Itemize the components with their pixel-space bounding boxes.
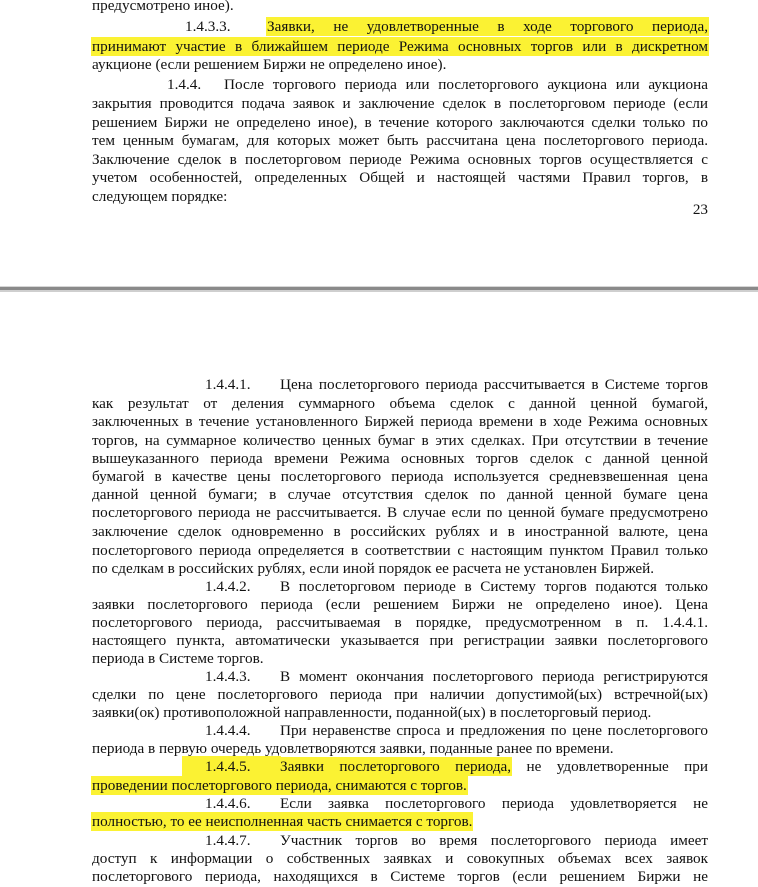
text-line: периода в Системе торгов. (92, 650, 264, 667)
clause-1.4.4.1: 1.4.4.1. Цена послеторгового периода рассчитывается в Системе торгов (205, 376, 708, 393)
clause-number: 1.4.3.3. (185, 18, 231, 35)
text-line: решением Биржи не определено иное), в течение которого заключаются сделки только по (92, 114, 708, 131)
clause-number: 1.4.4.2. (205, 578, 251, 595)
clause-1.4.4.3: 1.4.4.3. В момент окончания послеторгового периода регистрируются (205, 668, 708, 685)
clause-number: 1.4.4. (167, 76, 202, 93)
text-line: заявки(ок) противоположной направленности, поданной(ых) в послеторговый период. (92, 704, 652, 721)
text-line: бумагой в качестве цены послеторгового периода используется средневзвешенная цена (92, 468, 708, 485)
highlighted-text: Заявки, не удовлетворенные в ходе торгового периода, (267, 18, 708, 35)
text-line: вышеуказанного периода времени Режима основных торгов сделок с данной ценной (92, 450, 708, 467)
text-line: послеторгового периода не рассчитывается. В случае если по ценной бумаге предусмотрено (92, 504, 708, 521)
highlighted-text: полностью, то ее неисполненная часть снимается с торгов. (92, 813, 473, 830)
text-line: тем ценным бумагам, для которых может быть рассчитана цена послеторгового периода. (92, 132, 708, 149)
text-line: предусмотрено иное). (92, 0, 234, 14)
clause-1.4.4.5: 1.4.4.5. Заявки послеторгового периода, не удовлетворенные при (92, 757, 708, 777)
text-line: послеторгового периода, рассчитываемая в порядке, предусмотренном в п. 1.4.4.1. (92, 614, 708, 631)
text-line (92, 776, 708, 796)
text-line: послеторгового периода определяется в соответствии с настоящим пунктом Правил только (92, 542, 708, 559)
clause-number: 1.4.4.5. (183, 757, 280, 777)
page-separator-edge (0, 290, 758, 292)
text-line: по сделкам в российских рублях, если иной порядок ее расчета не установлен Биржей. (92, 560, 655, 577)
text-line: заключение сделок одновременно в российских рублях и в иностранной валюте, цена (92, 523, 708, 540)
clause-number: 1.4.4.3. (205, 668, 251, 685)
clause-1.4.4.4: 1.4.4.4. При неравенстве спроса и предложения по цене послеторгового (205, 722, 708, 739)
text-line: Заключение сделок в послеторговом периоде Режима основных торгов осуществляется с (92, 151, 708, 168)
clause-1.4.3.3 (92, 17, 708, 37)
text-line: как результат от деления суммарного объема сделок с данной ценной бумагой, (92, 395, 708, 412)
text-line: торгов, на суммарное количество ценных бумаг в этих сделках. При отсутствии в течение (92, 432, 708, 449)
clause-1.4.4.7: 1.4.4.7. Участник торгов во время послеторгового периода имеет (205, 832, 708, 849)
clause-number: 1.4.4.1. (205, 376, 251, 393)
highlighted-text: Заявки послеторгового периода, (280, 758, 512, 775)
text-line: периода в первую очередь удовлетворяются заявки, поданные ранее по времени. (92, 740, 614, 757)
highlighted-text: принимают участие в ближайшем периоде Режима основных торгов или в дискретном (92, 38, 708, 55)
text-line: заявки послеторгового периода (если решением Биржи не определено иное). Цена (92, 596, 708, 613)
text-line: сделки по цене послеторгового периода при наличии допустимой(ых) встречной(ых) (92, 686, 708, 703)
page-number: 23 (692, 201, 708, 218)
text-line: доступ к информации о собственных заявках и совокупных объемах всех заявок (92, 850, 708, 867)
clause-number: 1.4.4.7. (205, 832, 251, 849)
text-line: послеторгового периода, находящихся в Системе торгов (если решением Биржи не (92, 868, 708, 885)
clause-1.4.4: 1.4.4. После торгового периода или послеторгового аукциона или аукциона (167, 76, 708, 93)
text-line: настоящего пункта, автоматически указывается при регистрации заявки послеторгового (92, 632, 708, 649)
clause-1.4.4.6: 1.4.4.6. Если заявка послеторгового периода удовлетворяется не (205, 795, 708, 812)
text-line: аукционе (если решением Биржи не определено иное). (92, 56, 447, 73)
text-line: учетом особенностей, определенных Общей и настоящей частями Правил торгов, в (92, 169, 708, 186)
text-line: заключенных в течение установленного Биржей периода времени в ходе Режима основных (92, 413, 708, 430)
highlighted-text: проведении послеторгового периода, снимаются с торгов. (92, 777, 467, 794)
clause-1.4.4.2: 1.4.4.2. В послеторговом периоде в Систему торгов подаются только (205, 578, 708, 595)
clause-number: 1.4.4.6. (205, 795, 251, 812)
clause-number: 1.4.4.4. (205, 722, 251, 739)
text-line: следующем порядке: (92, 188, 228, 205)
text-line (92, 812, 708, 832)
text-line: закрытия проводится подача заявок и заключение сделок в послеторговом периоде (если (92, 95, 708, 112)
text-line (92, 37, 708, 57)
text-line: данной ценной бумаги; в случае отсутствия сделок по данной ценной бумаге цена (92, 486, 708, 503)
